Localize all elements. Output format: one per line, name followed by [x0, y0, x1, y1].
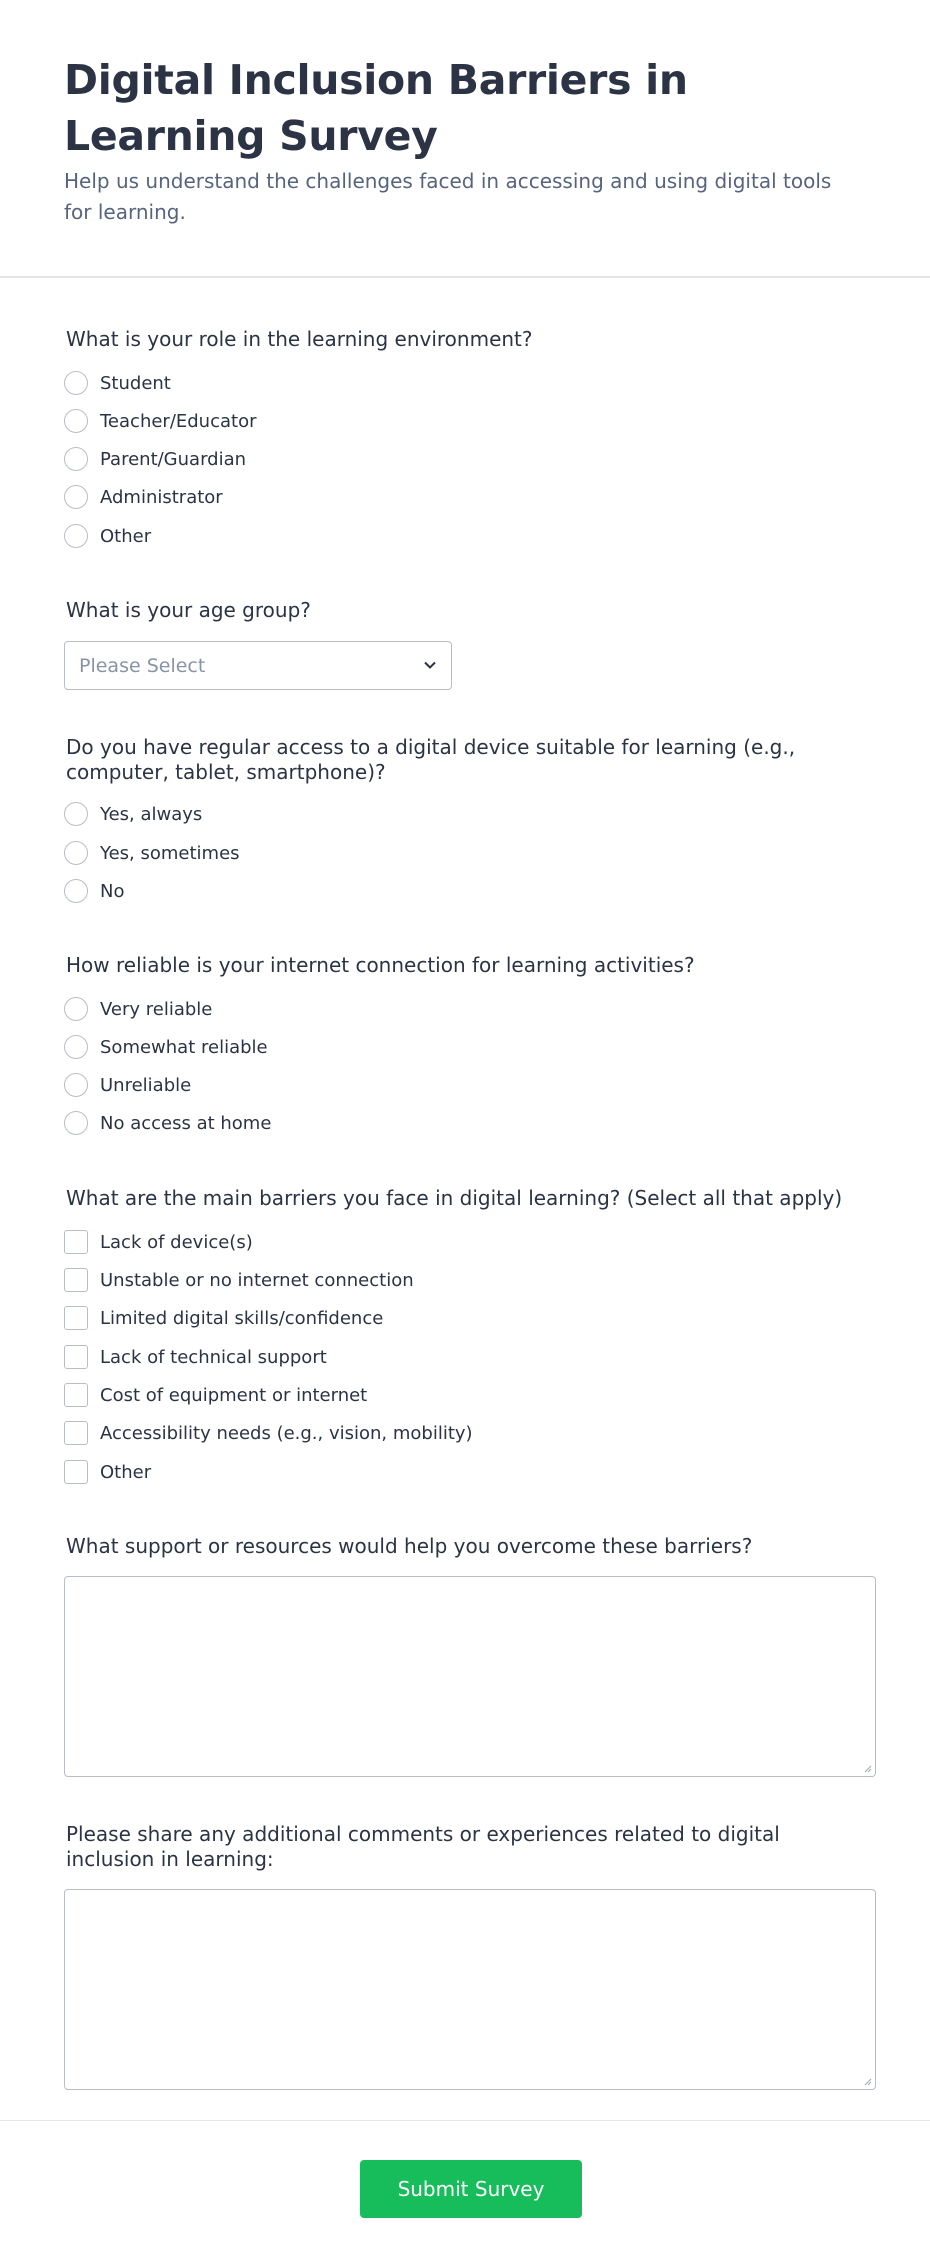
comments-textarea[interactable] — [64, 1889, 876, 2090]
question-support: What support or resources would help you overcome these barriers? — [66, 1534, 753, 1558]
radio-circle[interactable] — [64, 1035, 88, 1059]
checkbox-option[interactable] — [64, 1305, 383, 1331]
radio-option[interactable] — [64, 1034, 268, 1060]
radio-option[interactable] — [64, 523, 151, 549]
radio-circle[interactable] — [64, 1111, 88, 1135]
checkbox[interactable] — [64, 1268, 88, 1292]
checkbox-option[interactable] — [64, 1459, 151, 1485]
option-label: Somewhat reliable — [100, 1036, 268, 1058]
checkbox[interactable] — [64, 1421, 88, 1445]
checkbox[interactable] — [64, 1306, 88, 1330]
option-label: Administrator — [100, 486, 223, 508]
radio-circle[interactable] — [64, 485, 88, 509]
radio-circle[interactable] — [64, 802, 88, 826]
option-label: Cost of equipment or internet — [100, 1384, 368, 1406]
radio-option[interactable] — [64, 840, 240, 866]
checkbox[interactable] — [64, 1230, 88, 1254]
question-internet: How reliable is your internet connection for learning activities? — [66, 953, 695, 977]
radio-circle[interactable] — [64, 841, 88, 865]
question-device-access: Do you have regular access to a digital device suitable for learning (e.g., computer, tablet, smartphone)? — [66, 735, 796, 784]
question-role: What is your role in the learning environment? — [66, 327, 533, 351]
form-header — [0, 0, 930, 278]
question-barriers: What are the main barriers you face in digital learning? (Select all that apply) — [66, 1186, 843, 1210]
radio-option[interactable] — [64, 446, 246, 472]
checkbox-option[interactable] — [64, 1344, 327, 1370]
radio-option[interactable] — [64, 878, 124, 904]
option-label: Very reliable — [100, 998, 213, 1020]
page-title: Digital Inclusion Barriers in Learning Survey — [64, 56, 688, 160]
radio-circle[interactable] — [64, 879, 88, 903]
option-label: Unreliable — [100, 1074, 192, 1096]
question-comments: Please share any additional comments or experiences related to digital inclusion in learning: — [66, 1822, 780, 1871]
radio-option[interactable] — [64, 996, 212, 1022]
option-label: Accessibility needs (e.g., vision, mobility) — [100, 1422, 473, 1444]
radio-circle[interactable] — [64, 1073, 88, 1097]
question-age: What is your age group? — [66, 598, 311, 622]
option-label: Other — [100, 525, 152, 547]
chevron-down-icon — [423, 658, 437, 672]
checkbox[interactable] — [64, 1460, 88, 1484]
radio-circle[interactable] — [64, 524, 88, 548]
radio-circle[interactable] — [64, 997, 88, 1021]
option-label: Yes, always — [100, 803, 203, 825]
option-label: Parent/Guardian — [100, 448, 247, 470]
age-group-select[interactable] — [64, 641, 452, 690]
radio-option[interactable] — [64, 801, 202, 827]
resize-grip-icon[interactable] — [862, 2076, 872, 2086]
radio-circle[interactable] — [64, 371, 88, 395]
radio-option[interactable] — [64, 408, 257, 434]
submit-button[interactable]: Submit Survey — [360, 2160, 582, 2218]
option-label: Teacher/Educator — [100, 410, 257, 432]
radio-option[interactable] — [64, 1110, 271, 1136]
option-label: Student — [100, 372, 171, 394]
option-label: Lack of device(s) — [100, 1231, 253, 1253]
radio-option[interactable] — [64, 1072, 191, 1098]
checkbox-option[interactable] — [64, 1420, 473, 1446]
radio-option[interactable] — [64, 484, 223, 510]
checkbox-option[interactable] — [64, 1382, 367, 1408]
checkbox[interactable] — [64, 1383, 88, 1407]
checkbox-option[interactable] — [64, 1267, 414, 1293]
radio-option[interactable] — [64, 370, 171, 396]
option-label: No — [100, 880, 125, 902]
page-subtitle: Help us understand the challenges faced in accessing and using digital tools for learning. — [64, 169, 832, 224]
footer-divider — [0, 2120, 930, 2121]
option-label: Unstable or no internet connection — [100, 1269, 414, 1291]
radio-circle[interactable] — [64, 447, 88, 471]
option-label: Other — [100, 1461, 152, 1483]
option-label: Limited digital skills/confidence — [100, 1307, 384, 1329]
option-label: No access at home — [100, 1112, 272, 1134]
support-textarea[interactable] — [64, 1576, 876, 1777]
radio-circle[interactable] — [64, 409, 88, 433]
option-label: Yes, sometimes — [100, 842, 240, 864]
select-placeholder: Please Select — [79, 654, 206, 677]
resize-grip-icon[interactable] — [862, 1763, 872, 1773]
checkbox[interactable] — [64, 1345, 88, 1369]
checkbox-option[interactable] — [64, 1229, 253, 1255]
option-label: Lack of technical support — [100, 1346, 327, 1368]
